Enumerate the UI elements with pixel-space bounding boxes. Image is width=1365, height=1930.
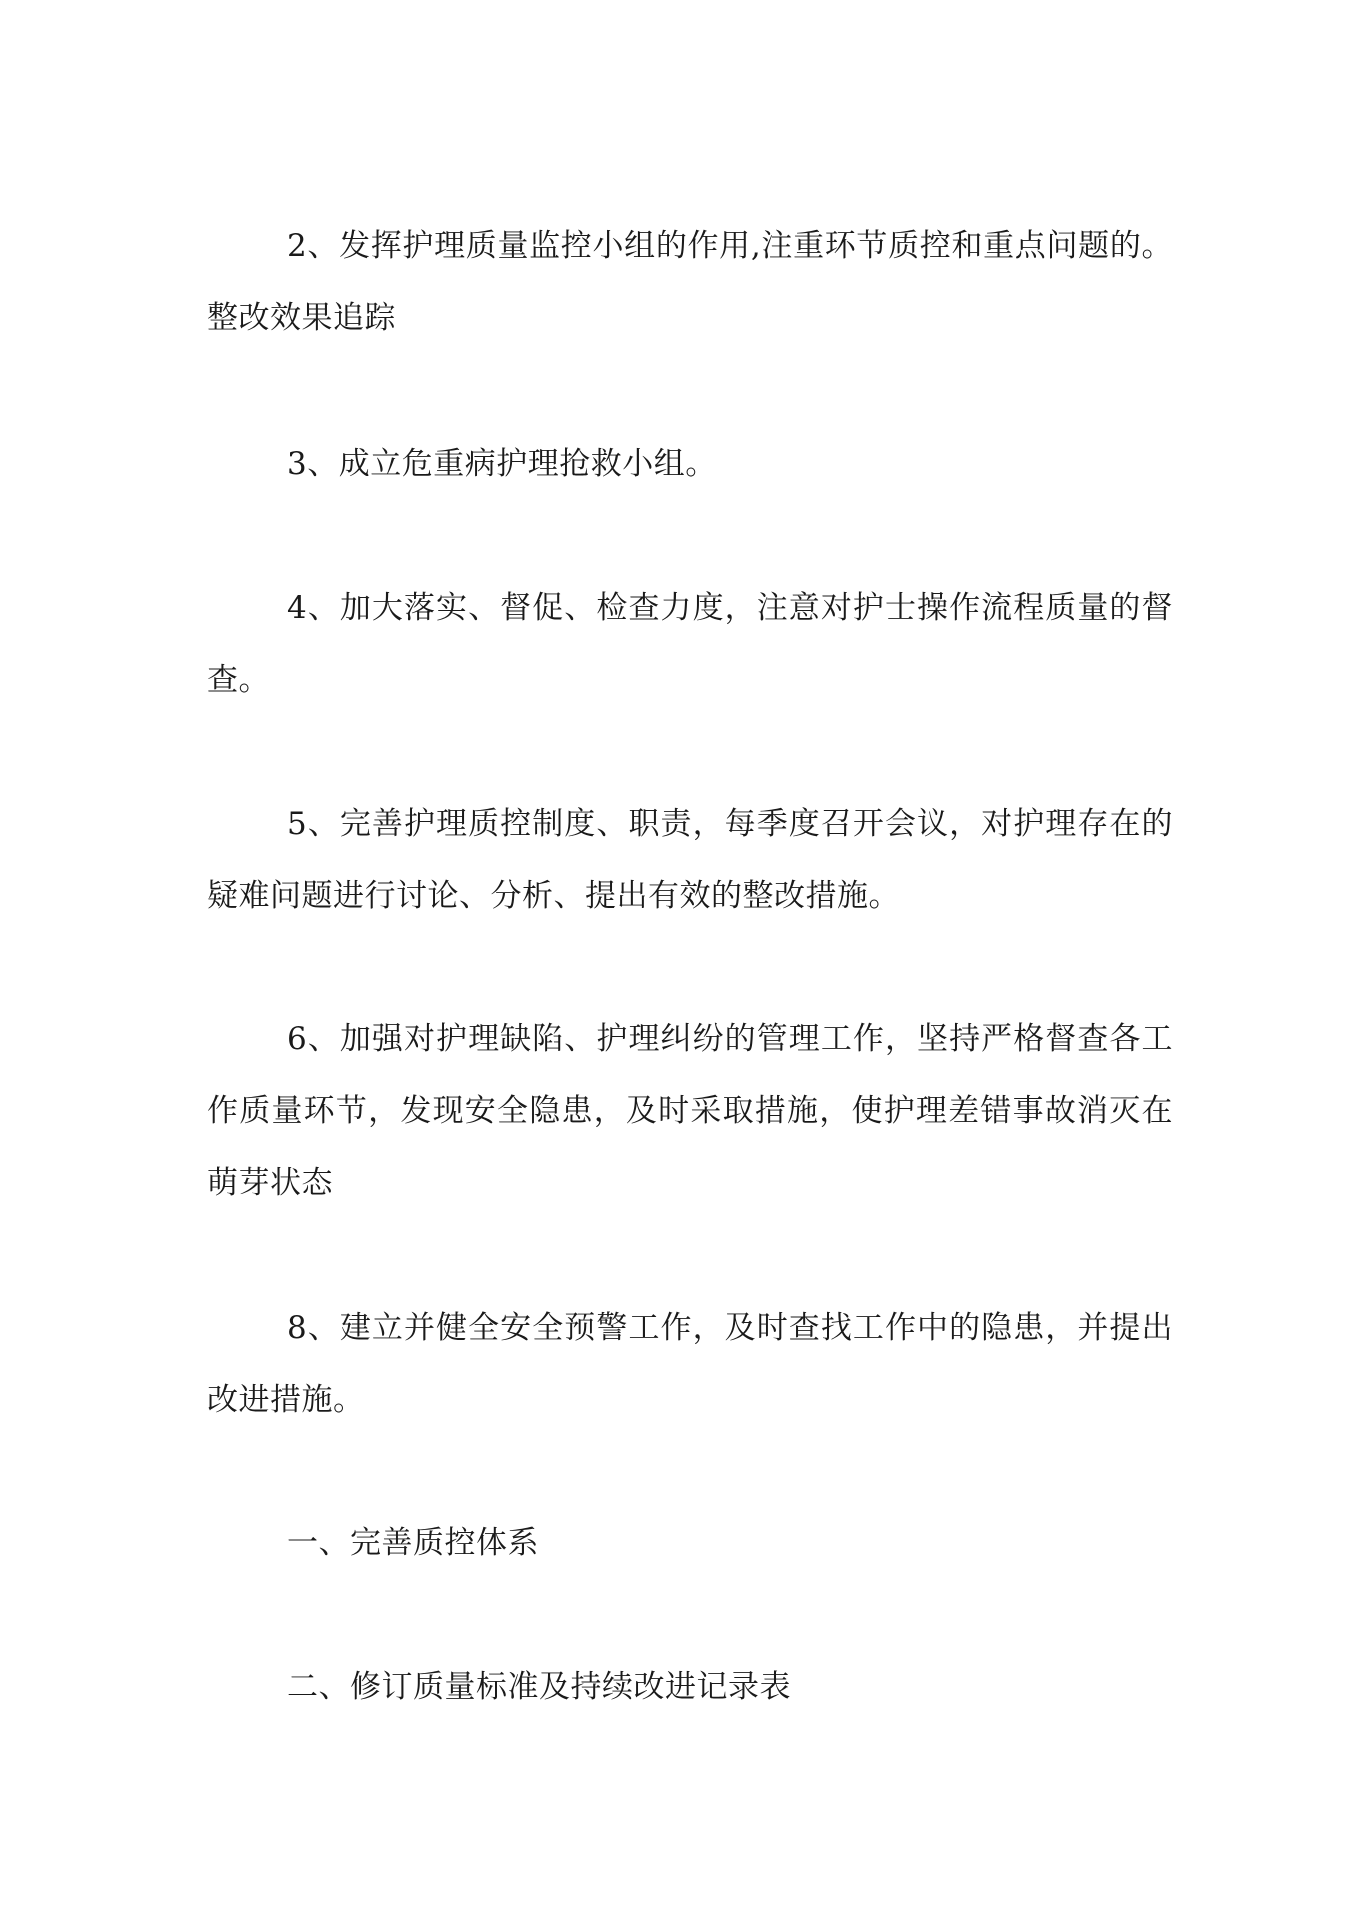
paragraph-item-2: 2、发挥护理质量监控小组的作用,注重环节质控和重点问题的。整改效果追踪 <box>207 228 1173 336</box>
paragraph-item-5: 5、完善护理质控制度、职责，每季度召开会议，对护理存在的疑难问题进行讨论、分析、提出有效的整改措施。 <box>207 806 1173 914</box>
paragraph-item-3: 3、成立危重病护理抢救小组。 <box>287 446 717 482</box>
section-heading-1: 一、完善质控体系 <box>287 1525 539 1561</box>
paragraph-item-8: 8、建立并健全安全预警工作，及时查找工作中的隐患，并提出改进措施。 <box>207 1310 1173 1418</box>
paragraph-item-4: 4、加大落实、督促、检查力度，注意对护士操作流程质量的督查。 <box>207 590 1173 698</box>
paragraph-item-6: 6、加强对护理缺陷、护理纠纷的管理工作，坚持严格督查各工作质量环节，发现安全隐患，及时采取措施，使护理差错事故消灭在萌芽状态 <box>207 1021 1173 1201</box>
section-heading-2: 二、修订质量标准及持续改进记录表 <box>287 1669 791 1705</box>
